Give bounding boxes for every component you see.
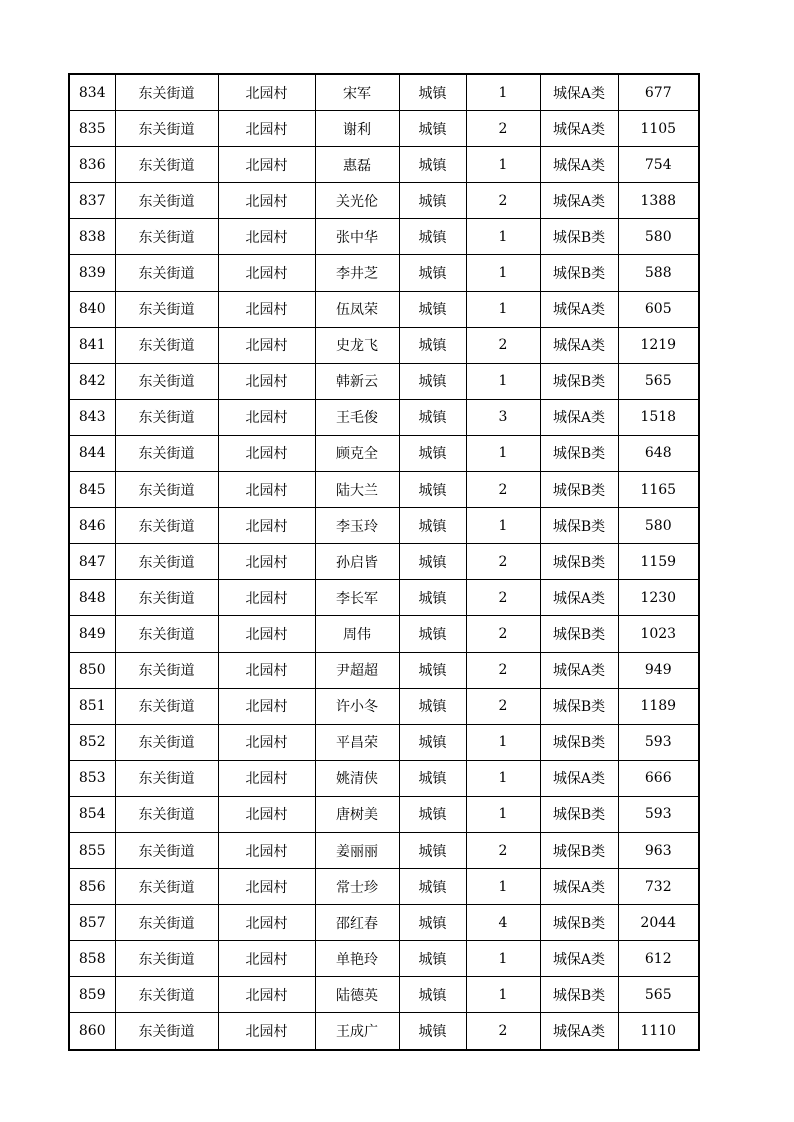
- name-cell: 李玉玲: [315, 508, 399, 544]
- member-count-cell: 2: [466, 111, 540, 147]
- village-cell: 北园村: [218, 111, 315, 147]
- household-type-cell: 城镇: [399, 977, 466, 1013]
- amount-cell: 754: [618, 147, 699, 183]
- village-cell: 北园村: [218, 399, 315, 435]
- subdistrict-cell: 东关街道: [115, 652, 218, 688]
- household-type-cell: 城镇: [399, 724, 466, 760]
- household-type-cell: 城镇: [399, 760, 466, 796]
- name-cell: 谢利: [315, 111, 399, 147]
- name-cell: 单艳玲: [315, 941, 399, 977]
- name-cell: 尹超超: [315, 652, 399, 688]
- serial-number-cell: 854: [69, 796, 115, 832]
- household-type-cell: 城镇: [399, 327, 466, 363]
- amount-cell: 593: [618, 796, 699, 832]
- village-cell: 北园村: [218, 219, 315, 255]
- subdistrict-cell: 东关街道: [115, 363, 218, 399]
- serial-number-cell: 837: [69, 183, 115, 219]
- household-type-cell: 城镇: [399, 472, 466, 508]
- table-row: [69, 435, 699, 471]
- name-cell: 韩新云: [315, 363, 399, 399]
- serial-number-cell: 858: [69, 941, 115, 977]
- household-type-cell: 城镇: [399, 399, 466, 435]
- table-row: [69, 508, 699, 544]
- member-count-cell: 3: [466, 399, 540, 435]
- name-cell: 常士珍: [315, 869, 399, 905]
- serial-number-cell: 848: [69, 580, 115, 616]
- name-cell: 王毛俊: [315, 399, 399, 435]
- insurance-category-cell: 城保B类: [540, 472, 618, 508]
- member-count-cell: 1: [466, 760, 540, 796]
- subdistrict-cell: 东关街道: [115, 869, 218, 905]
- table-row: [69, 544, 699, 580]
- household-type-cell: 城镇: [399, 1013, 466, 1050]
- insurance-category-cell: 城保A类: [540, 74, 618, 111]
- member-count-cell: 1: [466, 291, 540, 327]
- household-type-cell: 城镇: [399, 580, 466, 616]
- village-cell: 北园村: [218, 183, 315, 219]
- insurance-category-cell: 城保A类: [540, 869, 618, 905]
- household-type-cell: 城镇: [399, 147, 466, 183]
- member-count-cell: 2: [466, 616, 540, 652]
- member-count-cell: 2: [466, 832, 540, 868]
- member-count-cell: 1: [466, 796, 540, 832]
- member-count-cell: 1: [466, 255, 540, 291]
- table-row: [69, 869, 699, 905]
- amount-cell: 963: [618, 832, 699, 868]
- household-type-cell: 城镇: [399, 111, 466, 147]
- insurance-category-cell: 城保B类: [540, 688, 618, 724]
- table-row: [69, 219, 699, 255]
- name-cell: 王成广: [315, 1013, 399, 1050]
- village-cell: 北园村: [218, 74, 315, 111]
- village-cell: 北园村: [218, 616, 315, 652]
- village-cell: 北园村: [218, 688, 315, 724]
- name-cell: 陆大兰: [315, 472, 399, 508]
- household-type-cell: 城镇: [399, 291, 466, 327]
- village-cell: 北园村: [218, 1013, 315, 1050]
- table-row: [69, 183, 699, 219]
- table-row: [69, 616, 699, 652]
- insurance-category-cell: 城保B类: [540, 616, 618, 652]
- subdistrict-cell: 东关街道: [115, 111, 218, 147]
- table-row: [69, 905, 699, 941]
- member-count-cell: 2: [466, 183, 540, 219]
- subdistrict-cell: 东关街道: [115, 399, 218, 435]
- name-cell: 张中华: [315, 219, 399, 255]
- subdistrict-cell: 东关街道: [115, 760, 218, 796]
- subdistrict-cell: 东关街道: [115, 508, 218, 544]
- serial-number-cell: 851: [69, 688, 115, 724]
- serial-number-cell: 844: [69, 435, 115, 471]
- name-cell: 姚清侠: [315, 760, 399, 796]
- table-row: [69, 472, 699, 508]
- subdistrict-cell: 东关街道: [115, 544, 218, 580]
- table-row: [69, 796, 699, 832]
- member-count-cell: 2: [466, 1013, 540, 1050]
- household-type-cell: 城镇: [399, 74, 466, 111]
- serial-number-cell: 857: [69, 905, 115, 941]
- insurance-category-cell: 城保A类: [540, 291, 618, 327]
- household-type-cell: 城镇: [399, 363, 466, 399]
- serial-number-cell: 840: [69, 291, 115, 327]
- amount-cell: 2044: [618, 905, 699, 941]
- member-count-cell: 1: [466, 147, 540, 183]
- name-cell: 李井芝: [315, 255, 399, 291]
- serial-number-cell: 845: [69, 472, 115, 508]
- insurance-category-cell: 城保A类: [540, 111, 618, 147]
- amount-cell: 580: [618, 508, 699, 544]
- serial-number-cell: 839: [69, 255, 115, 291]
- amount-cell: 1388: [618, 183, 699, 219]
- amount-cell: 1518: [618, 399, 699, 435]
- member-count-cell: 2: [466, 580, 540, 616]
- household-type-cell: 城镇: [399, 255, 466, 291]
- serial-number-cell: 849: [69, 616, 115, 652]
- subdistrict-cell: 东关街道: [115, 147, 218, 183]
- amount-cell: 677: [618, 74, 699, 111]
- serial-number-cell: 834: [69, 74, 115, 111]
- insurance-category-cell: 城保A类: [540, 652, 618, 688]
- serial-number-cell: 836: [69, 147, 115, 183]
- subdistrict-cell: 东关街道: [115, 580, 218, 616]
- insurance-category-cell: 城保B类: [540, 905, 618, 941]
- village-cell: 北园村: [218, 472, 315, 508]
- table-row: [69, 832, 699, 868]
- insurance-category-cell: 城保B类: [540, 832, 618, 868]
- village-cell: 北园村: [218, 544, 315, 580]
- name-cell: 邵红春: [315, 905, 399, 941]
- name-cell: 周伟: [315, 616, 399, 652]
- member-count-cell: 1: [466, 869, 540, 905]
- serial-number-cell: 843: [69, 399, 115, 435]
- name-cell: 顾克全: [315, 435, 399, 471]
- village-cell: 北园村: [218, 291, 315, 327]
- village-cell: 北园村: [218, 941, 315, 977]
- household-type-cell: 城镇: [399, 544, 466, 580]
- table-row: [69, 147, 699, 183]
- insurance-category-cell: 城保A类: [540, 399, 618, 435]
- name-cell: 姜丽丽: [315, 832, 399, 868]
- serial-number-cell: 841: [69, 327, 115, 363]
- table-row: [69, 688, 699, 724]
- name-cell: 平昌荣: [315, 724, 399, 760]
- amount-cell: 593: [618, 724, 699, 760]
- subdistrict-cell: 东关街道: [115, 219, 218, 255]
- table-row: [69, 977, 699, 1013]
- name-cell: 史龙飞: [315, 327, 399, 363]
- subdistrict-cell: 东关街道: [115, 472, 218, 508]
- member-count-cell: 4: [466, 905, 540, 941]
- serial-number-cell: 855: [69, 832, 115, 868]
- household-type-cell: 城镇: [399, 869, 466, 905]
- name-cell: 宋军: [315, 74, 399, 111]
- member-count-cell: 1: [466, 363, 540, 399]
- subdistrict-cell: 东关街道: [115, 1013, 218, 1050]
- household-type-cell: 城镇: [399, 688, 466, 724]
- insurance-category-cell: 城保B类: [540, 544, 618, 580]
- serial-number-cell: 859: [69, 977, 115, 1013]
- member-count-cell: 2: [466, 327, 540, 363]
- table-row: [69, 399, 699, 435]
- subdistrict-cell: 东关街道: [115, 435, 218, 471]
- insurance-category-cell: 城保A类: [540, 580, 618, 616]
- subdistrict-cell: 东关街道: [115, 616, 218, 652]
- amount-cell: 1159: [618, 544, 699, 580]
- amount-cell: 949: [618, 652, 699, 688]
- subdistrict-cell: 东关街道: [115, 183, 218, 219]
- table-row: [69, 291, 699, 327]
- village-cell: 北园村: [218, 760, 315, 796]
- serial-number-cell: 846: [69, 508, 115, 544]
- amount-cell: 1110: [618, 1013, 699, 1050]
- amount-cell: 732: [618, 869, 699, 905]
- village-cell: 北园村: [218, 327, 315, 363]
- amount-cell: 1230: [618, 580, 699, 616]
- name-cell: 伍凤荣: [315, 291, 399, 327]
- household-type-cell: 城镇: [399, 905, 466, 941]
- name-cell: 陆德英: [315, 977, 399, 1013]
- household-type-cell: 城镇: [399, 941, 466, 977]
- amount-cell: 612: [618, 941, 699, 977]
- name-cell: 关光伦: [315, 183, 399, 219]
- village-cell: 北园村: [218, 255, 315, 291]
- household-type-cell: 城镇: [399, 219, 466, 255]
- amount-cell: 1105: [618, 111, 699, 147]
- roster-table: [68, 73, 700, 1051]
- member-count-cell: 1: [466, 435, 540, 471]
- table-row: [69, 760, 699, 796]
- table-row: [69, 1013, 699, 1050]
- amount-cell: 580: [618, 219, 699, 255]
- village-cell: 北园村: [218, 147, 315, 183]
- serial-number-cell: 847: [69, 544, 115, 580]
- subdistrict-cell: 东关街道: [115, 941, 218, 977]
- household-type-cell: 城镇: [399, 832, 466, 868]
- amount-cell: 1189: [618, 688, 699, 724]
- subdistrict-cell: 东关街道: [115, 688, 218, 724]
- insurance-category-cell: 城保A类: [540, 941, 618, 977]
- table-row: [69, 652, 699, 688]
- insurance-category-cell: 城保B类: [540, 508, 618, 544]
- serial-number-cell: 860: [69, 1013, 115, 1050]
- subdistrict-cell: 东关街道: [115, 291, 218, 327]
- member-count-cell: 2: [466, 652, 540, 688]
- table-row: [69, 724, 699, 760]
- member-count-cell: 1: [466, 74, 540, 111]
- table-row: [69, 74, 699, 111]
- member-count-cell: 2: [466, 544, 540, 580]
- name-cell: 惠磊: [315, 147, 399, 183]
- amount-cell: 666: [618, 760, 699, 796]
- serial-number-cell: 852: [69, 724, 115, 760]
- name-cell: 李长军: [315, 580, 399, 616]
- table-row: [69, 363, 699, 399]
- member-count-cell: 1: [466, 219, 540, 255]
- village-cell: 北园村: [218, 435, 315, 471]
- amount-cell: 1165: [618, 472, 699, 508]
- serial-number-cell: 842: [69, 363, 115, 399]
- member-count-cell: 1: [466, 724, 540, 760]
- insurance-category-cell: 城保B类: [540, 724, 618, 760]
- village-cell: 北园村: [218, 796, 315, 832]
- insurance-category-cell: 城保A类: [540, 327, 618, 363]
- member-count-cell: 2: [466, 688, 540, 724]
- village-cell: 北园村: [218, 580, 315, 616]
- household-type-cell: 城镇: [399, 508, 466, 544]
- household-type-cell: 城镇: [399, 796, 466, 832]
- village-cell: 北园村: [218, 724, 315, 760]
- subdistrict-cell: 东关街道: [115, 796, 218, 832]
- serial-number-cell: 835: [69, 111, 115, 147]
- amount-cell: 648: [618, 435, 699, 471]
- subdistrict-cell: 东关街道: [115, 905, 218, 941]
- household-type-cell: 城镇: [399, 616, 466, 652]
- household-type-cell: 城镇: [399, 652, 466, 688]
- village-cell: 北园村: [218, 869, 315, 905]
- household-type-cell: 城镇: [399, 183, 466, 219]
- village-cell: 北园村: [218, 652, 315, 688]
- amount-cell: 565: [618, 363, 699, 399]
- serial-number-cell: 838: [69, 219, 115, 255]
- member-count-cell: 1: [466, 508, 540, 544]
- amount-cell: 1219: [618, 327, 699, 363]
- household-type-cell: 城镇: [399, 435, 466, 471]
- amount-cell: 588: [618, 255, 699, 291]
- table-row: [69, 941, 699, 977]
- insurance-category-cell: 城保B类: [540, 977, 618, 1013]
- name-cell: 许小冬: [315, 688, 399, 724]
- village-cell: 北园村: [218, 508, 315, 544]
- insurance-category-cell: 城保B类: [540, 435, 618, 471]
- subdistrict-cell: 东关街道: [115, 255, 218, 291]
- subdistrict-cell: 东关街道: [115, 327, 218, 363]
- village-cell: 北园村: [218, 905, 315, 941]
- insurance-category-cell: 城保A类: [540, 1013, 618, 1050]
- amount-cell: 1023: [618, 616, 699, 652]
- member-count-cell: 2: [466, 472, 540, 508]
- insurance-category-cell: 城保A类: [540, 147, 618, 183]
- name-cell: 孙启皆: [315, 544, 399, 580]
- subdistrict-cell: 东关街道: [115, 832, 218, 868]
- village-cell: 北园村: [218, 363, 315, 399]
- serial-number-cell: 856: [69, 869, 115, 905]
- name-cell: 唐树美: [315, 796, 399, 832]
- table-row: [69, 255, 699, 291]
- subdistrict-cell: 东关街道: [115, 74, 218, 111]
- amount-cell: 565: [618, 977, 699, 1013]
- village-cell: 北园村: [218, 977, 315, 1013]
- subdistrict-cell: 东关街道: [115, 724, 218, 760]
- member-count-cell: 1: [466, 941, 540, 977]
- insurance-category-cell: 城保B类: [540, 255, 618, 291]
- table-row: [69, 580, 699, 616]
- serial-number-cell: 853: [69, 760, 115, 796]
- subdistrict-cell: 东关街道: [115, 977, 218, 1013]
- member-count-cell: 1: [466, 977, 540, 1013]
- insurance-category-cell: 城保A类: [540, 760, 618, 796]
- table-row: [69, 327, 699, 363]
- roster-body: [69, 74, 699, 1050]
- amount-cell: 605: [618, 291, 699, 327]
- insurance-category-cell: 城保B类: [540, 219, 618, 255]
- insurance-category-cell: 城保B类: [540, 363, 618, 399]
- insurance-category-cell: 城保B类: [540, 796, 618, 832]
- serial-number-cell: 850: [69, 652, 115, 688]
- village-cell: 北园村: [218, 832, 315, 868]
- table-row: [69, 111, 699, 147]
- insurance-category-cell: 城保A类: [540, 183, 618, 219]
